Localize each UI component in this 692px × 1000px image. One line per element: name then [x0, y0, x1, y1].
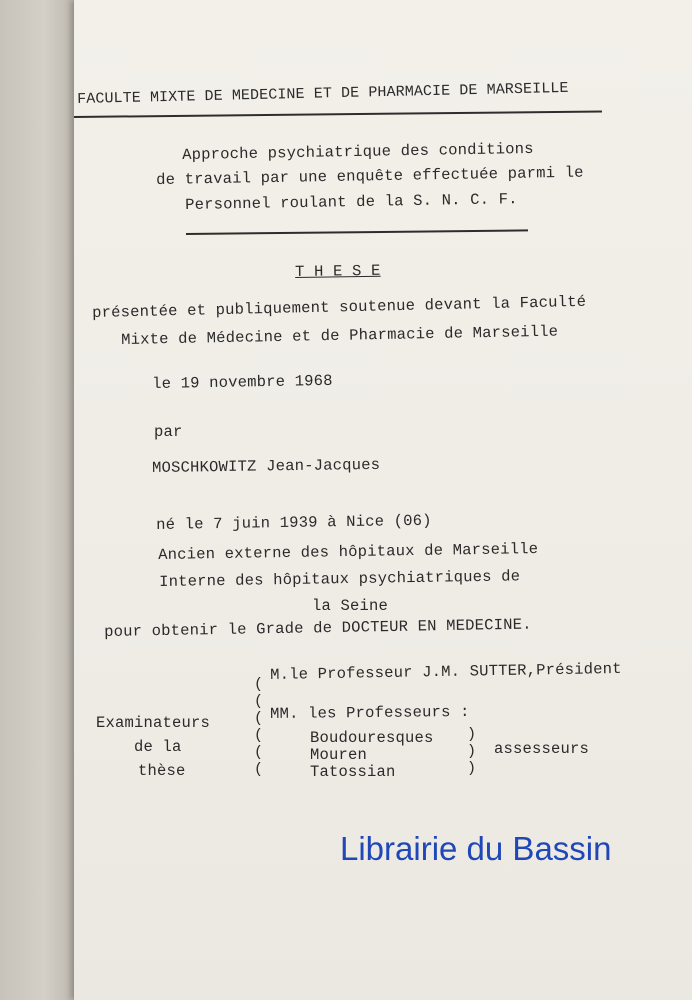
presentation-line-1: présentée et publiquement soutenue devant la Faculté [92, 292, 587, 322]
professors-heading: MM. les Professeurs : [270, 702, 470, 723]
title-line-3: Personnel roulant de la S. N. C. F. [185, 190, 518, 214]
title-line-1: Approche psychiatrique des conditions [182, 139, 534, 164]
defense-date: le 19 novembre 1968 [152, 371, 333, 393]
presentation-line-2: Mixte de Médecine et de Pharmacie de Marseille [121, 322, 559, 349]
degree-line: pour obtenir le Grade de DOCTEUR EN MEDECINE. [104, 615, 532, 641]
header-rule [74, 110, 602, 118]
left-brace: ( ( ( ( ( ( [254, 676, 264, 778]
credential-line-3: la Seine [312, 597, 389, 615]
faculty-header: FACULTE MIXTE DE MEDECINE ET DE PHARMACIE DE MARSEILLE [77, 79, 569, 108]
thesis-label: T H E S E [295, 261, 381, 281]
title-rule [186, 229, 528, 235]
assessors-label: assesseurs [494, 740, 590, 758]
title-line-2: de travail par une enquête effectuée parmi le [156, 163, 584, 189]
examiners-label-3: thèse [138, 762, 186, 780]
credential-line-2: Interne des hôpitaux psychiatriques de [159, 567, 521, 591]
assessor-2: Mouren [310, 746, 368, 764]
credential-line-1: Ancien externe des hôpitaux de Marseille [158, 540, 539, 564]
author-name: MOSCHKOWITZ Jean-Jacques [152, 455, 381, 477]
examiners-label-1: Examinateurs [96, 714, 211, 732]
book-spine-edge [0, 0, 74, 1000]
assessor-3: Tatossian [310, 763, 396, 781]
by-label: par [154, 423, 183, 441]
birth-info: né le 7 juin 1939 à Nice (06) [156, 511, 432, 534]
president-line: M.le Professeur J.M. SUTTER,Président [270, 659, 622, 684]
examiners-label-2: de la [134, 738, 182, 756]
assessor-1: Boudouresques [310, 729, 434, 747]
bookseller-watermark: Librairie du Bassin [340, 830, 612, 867]
right-brace: ) ) ) [467, 726, 477, 777]
